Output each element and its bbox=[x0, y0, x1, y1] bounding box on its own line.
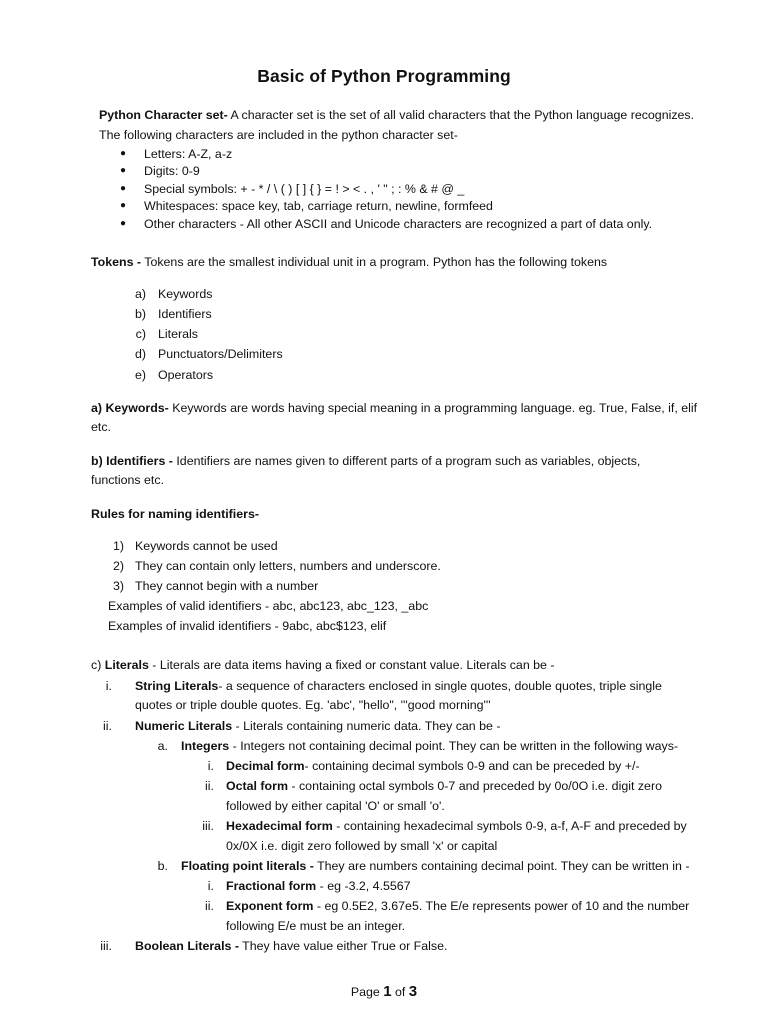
bullet-icon: ● bbox=[119, 218, 127, 229]
exponent-form-text-1: - eg 0.5E2, 3.67e5. The E/e represents power of 10 and the number bbox=[313, 899, 690, 913]
footer-current-page: 1 bbox=[383, 983, 392, 1000]
bullet-icon: ● bbox=[119, 200, 127, 211]
tokens-text: Tokens are the smallest individual unit in a program. Python has the following tokens bbox=[141, 255, 608, 269]
list-item: Keywords bbox=[158, 287, 213, 301]
list-label: 2) bbox=[112, 559, 124, 573]
charset-bullet-2: Digits: 0-9 bbox=[144, 164, 200, 178]
literals-prefix: c) bbox=[91, 658, 105, 672]
footer-of-word: of bbox=[391, 985, 409, 999]
list-label: i. bbox=[207, 879, 214, 893]
footer-page-word: Page bbox=[350, 985, 384, 999]
numeric-literals-text: - Literals containing numeric data. They can be - bbox=[232, 719, 501, 733]
floating-text: They are numbers containing decimal point. They can be written in - bbox=[313, 859, 690, 873]
list-item: Identifiers bbox=[158, 307, 212, 321]
decimal-form-heading: Decimal form bbox=[226, 759, 305, 773]
list-label: iii. bbox=[202, 819, 214, 833]
octal-form-line-1 bbox=[226, 778, 662, 794]
page-footer bbox=[0, 983, 768, 1000]
integers-heading: Integers bbox=[181, 739, 230, 753]
string-literals-heading: String Literals bbox=[135, 679, 219, 693]
octal-form-text-2: followed by either capital 'O' or small 'o'. bbox=[226, 799, 445, 813]
charset-bullet-3: Special symbols: + - * / \ ( ) [ ] { } = ! > < . , ' " ; : % & # @ _ bbox=[144, 182, 465, 196]
numeric-literals-line bbox=[135, 718, 501, 734]
string-literals-line-1 bbox=[135, 678, 662, 694]
exponent-form-text-2: following E/e must be an integer. bbox=[226, 919, 406, 933]
string-literals-text-2: quotes or triple double quotes. Eg. 'abc', "hello", '''good morning''' bbox=[135, 698, 491, 712]
list-label: e) bbox=[134, 368, 146, 382]
decimal-form-text: - containing decimal symbols 0-9 and can be preceded by +/- bbox=[304, 759, 640, 773]
bullet-icon: ● bbox=[119, 148, 127, 159]
hex-form-line-1 bbox=[226, 818, 687, 834]
literals-paragraph bbox=[91, 657, 555, 673]
hex-form-text-2: 0x/0X i.e. digit zero followed by small 'x' or capital bbox=[226, 839, 498, 853]
list-item: Operators bbox=[158, 368, 214, 382]
fractional-form-heading: Fractional form bbox=[226, 879, 317, 893]
floating-line bbox=[181, 858, 689, 874]
list-label: d) bbox=[134, 347, 146, 361]
keywords-heading: a) Keywords- bbox=[91, 401, 169, 415]
list-label: ii. bbox=[205, 899, 214, 913]
list-label: i. bbox=[105, 679, 112, 693]
list-label: b) bbox=[134, 307, 146, 321]
list-label: iii. bbox=[100, 939, 112, 953]
list-label: a. bbox=[157, 739, 168, 753]
list-item: Punctuators/Delimiters bbox=[158, 347, 283, 361]
keywords-text-1: Keywords are words having special meaning in a programming language. eg. True, False, if, elif bbox=[168, 401, 698, 415]
list-item: Literals bbox=[158, 327, 198, 341]
keywords-paragraph-line-1 bbox=[91, 400, 697, 416]
hex-form-text-1: - containing hexadecimal symbols 0-9, a-f, A-F and preceded by bbox=[332, 819, 687, 833]
fractional-form-line bbox=[226, 878, 411, 894]
list-label: i. bbox=[207, 759, 214, 773]
list-item: They can contain only letters, numbers and underscore. bbox=[135, 559, 441, 573]
keywords-text-2: etc. bbox=[91, 420, 111, 434]
octal-form-text-1: - containing octal symbols 0-7 and preceded by 0o/0O i.e. digit zero bbox=[287, 779, 662, 793]
boolean-literals-text: They have value either True or False. bbox=[238, 939, 448, 953]
decimal-form-line bbox=[226, 758, 640, 774]
valid-identifiers-example: Examples of valid identifiers - abc, abc123, abc_123, _abc bbox=[108, 599, 429, 613]
list-item: Keywords cannot be used bbox=[135, 539, 278, 553]
list-label: ii. bbox=[205, 779, 214, 793]
list-item: They cannot begin with a number bbox=[135, 579, 319, 593]
octal-form-heading: Octal form bbox=[226, 779, 288, 793]
invalid-identifiers-example: Examples of invalid identifiers - 9abc, abc$123, elif bbox=[108, 619, 387, 633]
exponent-form-heading: Exponent form bbox=[226, 899, 314, 913]
charset-bullet-4: Whitespaces: space key, tab, carriage return, newline, formfeed bbox=[144, 199, 493, 213]
identifiers-text-2: functions etc. bbox=[91, 473, 165, 487]
identifiers-text-1: Identifiers are names given to different parts of a program such as variables, objects, bbox=[172, 454, 641, 468]
integers-line bbox=[181, 738, 678, 754]
boolean-literals-line bbox=[135, 938, 447, 954]
fractional-form-text: - eg -3.2, 4.5567 bbox=[316, 879, 411, 893]
list-label: b. bbox=[157, 859, 168, 873]
page-title: Basic of Python Programming bbox=[257, 66, 511, 86]
footer-total-pages: 3 bbox=[408, 983, 418, 1000]
charset-bullet-5: Other characters - All other ASCII and Unicode characters are recognized a part of data only. bbox=[144, 217, 653, 231]
exponent-form-line-1 bbox=[226, 898, 689, 914]
floating-heading: Floating point literals - bbox=[181, 859, 314, 873]
hex-form-heading: Hexadecimal form bbox=[226, 819, 333, 833]
list-label: ii. bbox=[103, 719, 112, 733]
charset-text-1: A character set is the set of all valid characters that the Python language recognizes. bbox=[227, 108, 695, 122]
rules-heading: Rules for naming identifiers- bbox=[91, 507, 259, 521]
tokens-paragraph bbox=[91, 254, 607, 270]
list-label: 3) bbox=[112, 579, 124, 593]
literals-heading: Literals bbox=[104, 658, 149, 672]
numeric-literals-heading: Numeric Literals bbox=[135, 719, 233, 733]
charset-text-2: The following characters are included in the python character set- bbox=[99, 128, 458, 142]
tokens-heading: Tokens - bbox=[91, 255, 142, 269]
list-label: a) bbox=[134, 287, 146, 301]
list-label: c) bbox=[135, 327, 146, 341]
bullet-icon: ● bbox=[119, 183, 127, 194]
charset-heading: Python Character set- bbox=[99, 108, 228, 122]
identifiers-paragraph-line-1 bbox=[91, 453, 640, 469]
list-label: 1) bbox=[112, 539, 124, 553]
charset-bullet-1: Letters: A-Z, a-z bbox=[144, 147, 233, 161]
bullet-icon: ● bbox=[119, 165, 127, 176]
boolean-literals-heading: Boolean Literals - bbox=[135, 939, 239, 953]
string-literals-text-1: - a sequence of characters enclosed in single quotes, double quotes, triple single bbox=[218, 679, 662, 693]
identifiers-heading: b) Identifiers - bbox=[91, 454, 173, 468]
literals-text: - Literals are data items having a fixed or constant value. Literals can be - bbox=[148, 658, 555, 672]
integers-text: - Integers not containing decimal point. They can be written in the following ways- bbox=[229, 739, 679, 753]
charset-paragraph-line-1 bbox=[99, 107, 694, 123]
